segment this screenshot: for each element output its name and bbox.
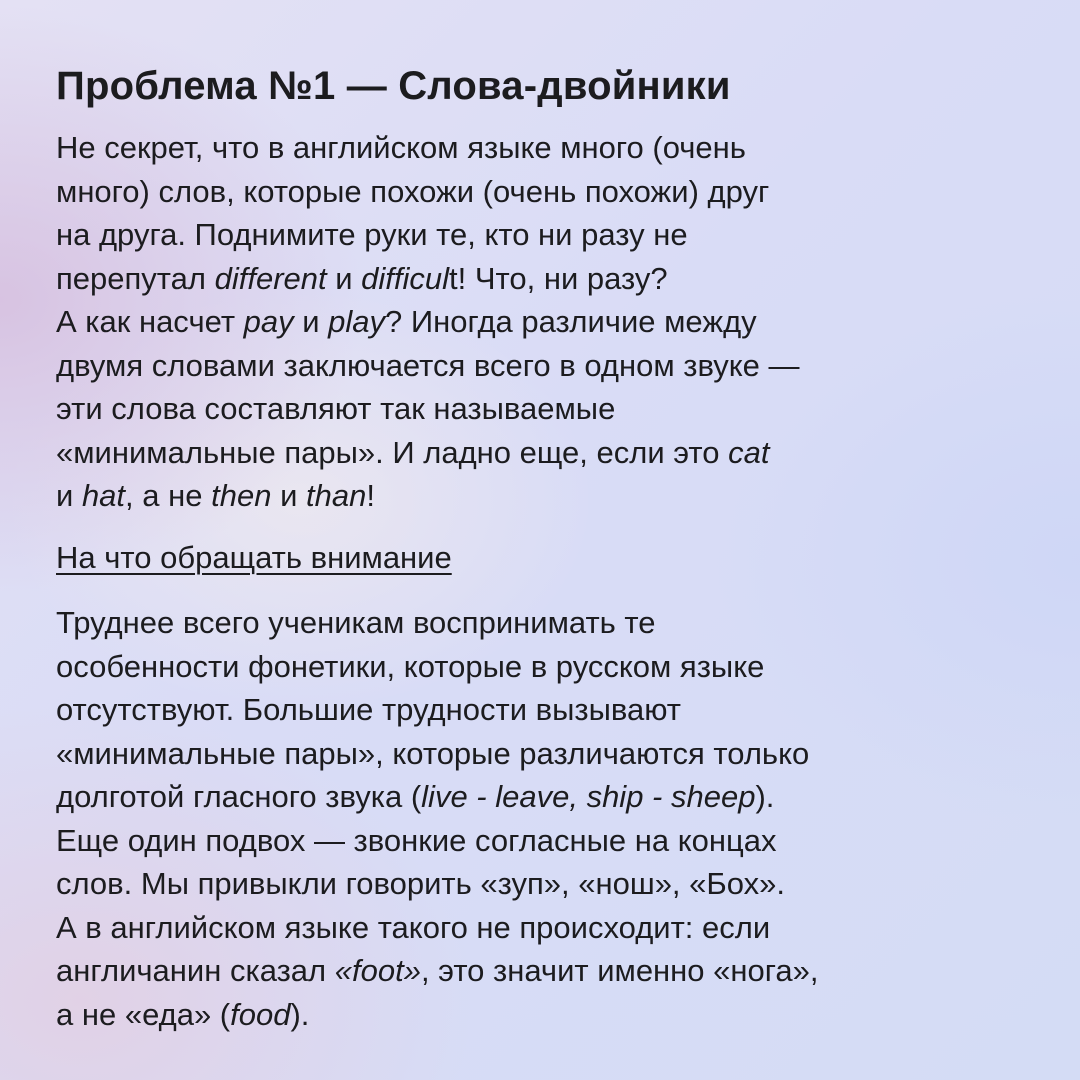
text-run: А как насчет [56,304,244,339]
text-run: а не «еда» ( [56,996,231,1032]
text-line [56,993,1036,1037]
text-line [56,645,1036,689]
intro-paragraph [56,126,1036,518]
text-line [56,300,1036,344]
text-line [56,474,1036,518]
text-run: эти слова составляют так называемые [56,391,616,426]
text-run: , а не [125,478,212,513]
text-run: долготой гласного звука ( [56,779,422,814]
text-run: t! Что, ни разу? [449,260,668,296]
text-run: на друга. Поднимите руки те, кто ни разу не [56,217,688,252]
italic-example-word: cat [728,434,770,470]
italic-example-word: play [328,304,386,339]
text-line [56,775,1036,819]
text-line [56,732,1036,776]
text-run: , это значит именно «нога», [420,953,819,988]
text-run: и [56,478,82,513]
text-run: «минимальные пары», которые различаются только [56,735,810,771]
text-line [56,431,1036,475]
text-run: Не секрет, что в английском языке много (очень [56,130,746,165]
italic-example-word: «foot» [334,953,421,988]
text-line [56,819,1036,863]
text-run: англичанин сказал [56,953,335,988]
text-run: ? Иногда различие между [385,304,757,339]
text-run: и [326,260,362,296]
text-run: ! [366,478,375,513]
italic-example-word: hat [81,478,126,513]
text-run: двумя словами заключается всего в одном звуке — [56,347,800,383]
text-run: слов. Мы привыкли говорить «зуп», «нош», «Бох». [56,866,785,901]
attention-paragraph [56,601,1036,1036]
italic-example-word: then [211,478,272,513]
content-card [56,60,1036,1036]
italic-example-word: difficul [361,260,450,296]
text-line [56,257,1036,301]
text-line [56,688,1036,732]
italic-example-word: pay [243,304,294,339]
text-line [56,344,1036,388]
text-run: и [271,478,306,513]
text-line [56,906,1036,950]
italic-example-word: than [306,478,367,513]
text-line [56,213,1036,257]
text-run: «минимальные пары». И ладно еще, если это [56,434,729,470]
text-run: Еще один подвох — звонкие согласные на концах [56,822,777,858]
italic-example-word: live - leave, ship - sheep [421,779,756,814]
text-line [56,387,1036,431]
text-run: особенности фонетики, которые в русском языке [56,648,765,684]
text-line [56,170,1036,214]
italic-example-word: food [230,996,291,1032]
text-run: перепутал [56,260,215,296]
text-run: и [293,304,329,339]
subheading-row [56,518,1036,602]
page-title: Проблема №1 — Слова-двойники [56,64,731,108]
text-run: ). [755,779,775,814]
text-line [56,949,1036,993]
text-run: Труднее всего ученикам воспринимать те [56,605,656,640]
text-line [56,126,1036,170]
text-run: отсутствуют. Большие трудности вызывают [56,692,681,727]
section-subheading: На что обращать внимание [56,539,452,575]
text-run: А в английском языке такого не происходит: если [56,909,771,945]
italic-example-word: different [214,260,327,296]
text-run: ). [290,996,310,1032]
text-line [56,601,1036,645]
text-run: много) слов, которые похожи (очень похожи) друг [56,173,770,209]
text-line [56,862,1036,906]
